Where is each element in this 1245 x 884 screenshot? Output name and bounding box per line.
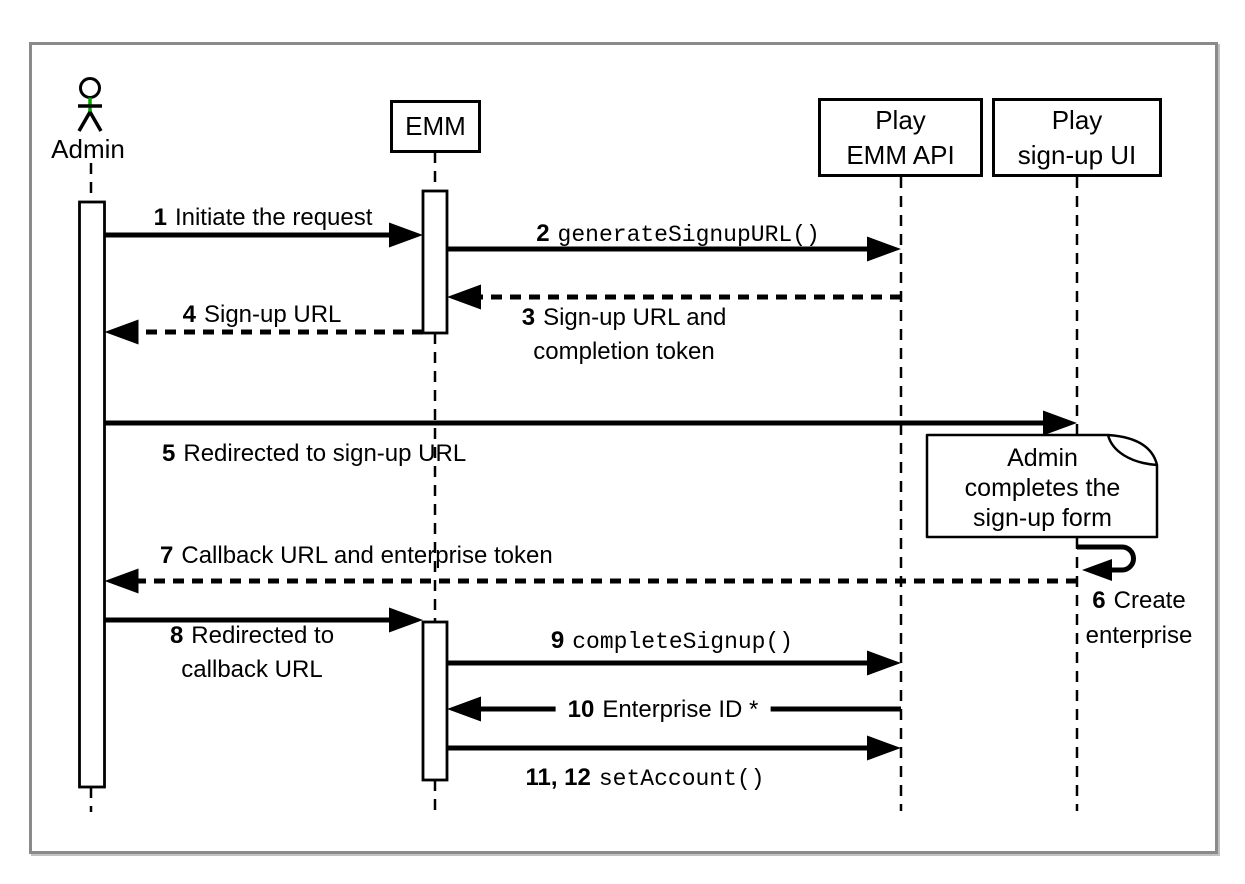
message-6-text-line1: Create	[1113, 587, 1186, 614]
message-2-number: 2	[536, 220, 550, 247]
message-10-arrowhead	[447, 697, 481, 722]
message-11-arrowhead	[867, 736, 901, 761]
message-9-label	[551, 629, 793, 654]
message-9-number: 9	[550, 627, 565, 654]
message-2-arrowhead	[867, 237, 901, 262]
message-5-text: Redirected to sign-up URL	[183, 440, 467, 467]
message-11-label	[525, 766, 764, 791]
message-3-text-line2: completion token	[533, 338, 715, 365]
message-9-text: completeSignup()	[572, 629, 794, 655]
message-5-number: 5	[162, 440, 176, 467]
message-2-label	[536, 222, 820, 247]
message-4-number: 4	[182, 301, 196, 328]
note-line2: completes the	[964, 474, 1121, 502]
message-11-number: 11, 12	[525, 764, 591, 791]
participant-label-play-emm-api-line2: EMM API	[846, 140, 955, 170]
message-8-text-line1: Redirected to	[191, 622, 335, 649]
participant-label-play-signup-ui-line2: sign-up UI	[1017, 140, 1137, 170]
actor-leg-right	[90, 112, 101, 131]
message-11-text: setAccount()	[598, 766, 765, 792]
message-1-arrowhead	[389, 223, 423, 248]
note-line1: Admin	[1007, 444, 1078, 472]
message-10-number: 10	[567, 696, 595, 723]
message-7-arrowhead	[105, 569, 139, 594]
message-3-label	[522, 301, 727, 369]
message-7-label	[160, 544, 553, 568]
message-6-number: 6	[1092, 587, 1106, 614]
message-8-arrowhead	[389, 608, 423, 633]
message-5-arrowhead	[1043, 411, 1077, 436]
activation-bar-emm-2	[423, 622, 447, 780]
message-6-label	[1086, 583, 1193, 653]
message-3-number: 3	[521, 304, 536, 331]
message-8-label	[170, 619, 334, 687]
message-10-text: Enterprise ID *	[602, 696, 759, 723]
message-7-number: 7	[160, 542, 174, 569]
message-8-number: 8	[169, 622, 184, 649]
participant-box-play-emm-api	[818, 98, 983, 177]
note-text	[927, 443, 1158, 533]
message-10-label	[556, 698, 771, 722]
message-4-label	[183, 303, 342, 327]
message-3-text-line1: Sign-up URL and	[543, 304, 727, 331]
activation-bars	[80, 191, 448, 787]
message-9-arrowhead	[867, 651, 901, 676]
message-1-label	[154, 206, 373, 230]
message-1-number: 1	[153, 204, 167, 231]
actor-leg-left	[79, 112, 90, 131]
participant-label-play-emm-api-line1: Play	[875, 105, 926, 135]
self-loop-arrowhead	[1082, 559, 1112, 581]
participant-label-emm: EMM	[405, 111, 466, 141]
message-1-text: Initiate the request	[174, 204, 373, 231]
message-4-text: Sign-up URL	[203, 301, 342, 328]
message-8-text-line2: callback URL	[181, 656, 323, 683]
activation-bar-admin	[80, 202, 105, 787]
message-3-arrowhead	[447, 285, 481, 310]
message-6-text-line2: enterprise	[1085, 622, 1193, 649]
participant-box-emm	[390, 100, 481, 153]
participant-label-play-signup-ui-line1: Play	[1051, 105, 1103, 135]
note-line3: sign-up form	[973, 504, 1112, 532]
message-4-arrowhead	[105, 320, 139, 345]
actor-head	[81, 79, 100, 98]
message-7-text: Callback URL and enterprise token	[181, 542, 553, 569]
participant-box-play-signup-ui	[992, 98, 1162, 177]
message-2-text: generateSignupURL()	[557, 222, 820, 248]
message-5-label	[162, 442, 466, 466]
activation-bar-emm-1	[423, 191, 447, 333]
actor-label-admin: Admin	[51, 134, 125, 164]
admin-actor-figure	[78, 79, 102, 132]
